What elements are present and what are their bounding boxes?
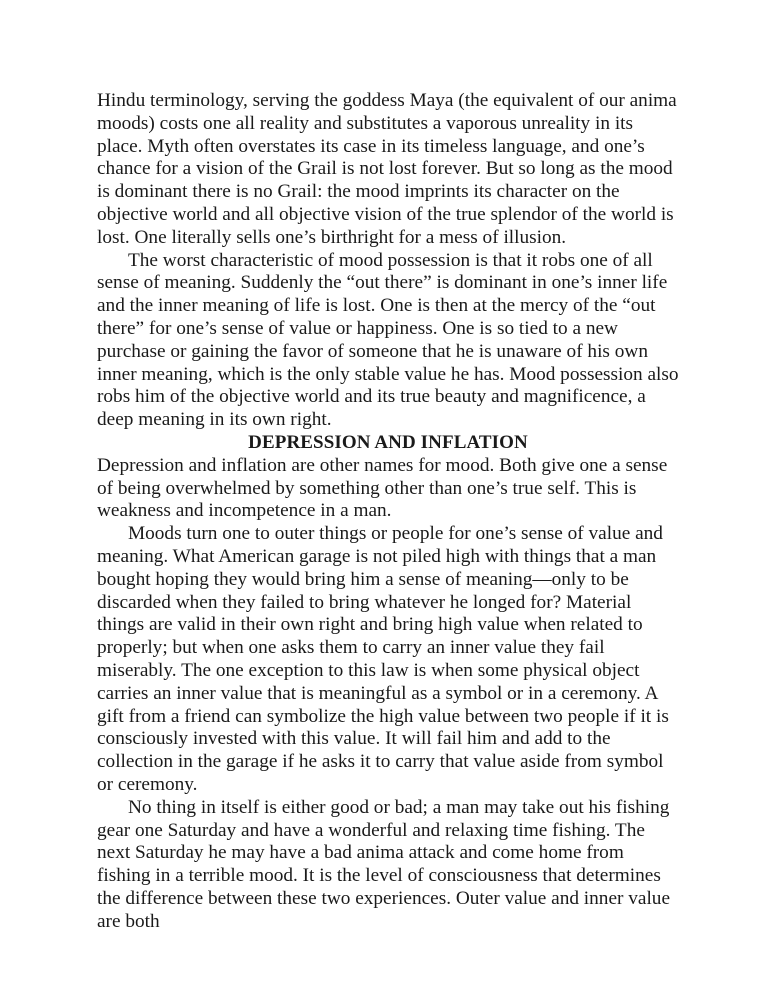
paragraph-mood-possession: The worst characteristic of mood possession is that it robs one of all sense of meaning. Suddenly the “out there” is dominant in one’s inner life and the inner meaning of life is lost. One is then at the mercy of the “out there” for one’s sense of value or happiness. One is so tied to a new purchase or gaining the favor of someone that he is unaware of his own inner meaning, which is the only stable value he has. Mood possession also robs him of the objective world and its true beauty and magnificence, a deep meaning in its own right. — [97, 249, 679, 431]
paragraph-fishing: No thing in itself is either good or bad; a man may take out his fishing gear one Saturday and have a wonderful and relaxing time fishing. The next Saturday he may have a bad anima attack and come home from fishing in a terrible mood. It is the level of consciousness that determines the difference between these two experiences. Outer value and inner value are both — [97, 796, 670, 932]
section-heading: DEPRESSION AND INFLATION — [248, 431, 528, 453]
book-page — [97, 90, 679, 933]
paragraph-outer-things: Moods turn one to outer things or people for one’s sense of value and meaning. What American garage is not piled high with things that a man bought hoping they would bring him a sense of meaning—only to be discarded when they failed to bring whatever he longed for? Material things are valid in their own right and bring high value when related to properly; but when one asks them to carry an inner value they fail miserably. The one exception to this law is when some physical object carries an inner value that is meaningful as a symbol or in a ceremony. A gift from a friend can symbolize the high value between two people if it is consciously invested with this value. It will fail him and add to the collection in the garage if he asks it to carry that value aside from symbol or ceremony. — [97, 523, 669, 795]
paragraph-maya: Hindu terminology, serving the goddess Maya (the equivalent of our anima moods) costs one all reality and substitutes a vaporous unreality in its place. Myth often overstates its case in its timeless language, and one’s chance for a vision of the Grail is not lost forever. But so long as the mood is dominant there is no Grail: the mood imprints its character on the objective world and all objective vision of the true splendor of the world is lost. One literally sells one’s birthright for a mess of illusion. — [97, 90, 677, 248]
paragraph-depression-inflation: Depression and inflation are other names for mood. Both give one a sense of being overwhelmed by something other than one’s true self. This is weakness and incompetence in a man. — [97, 454, 668, 522]
